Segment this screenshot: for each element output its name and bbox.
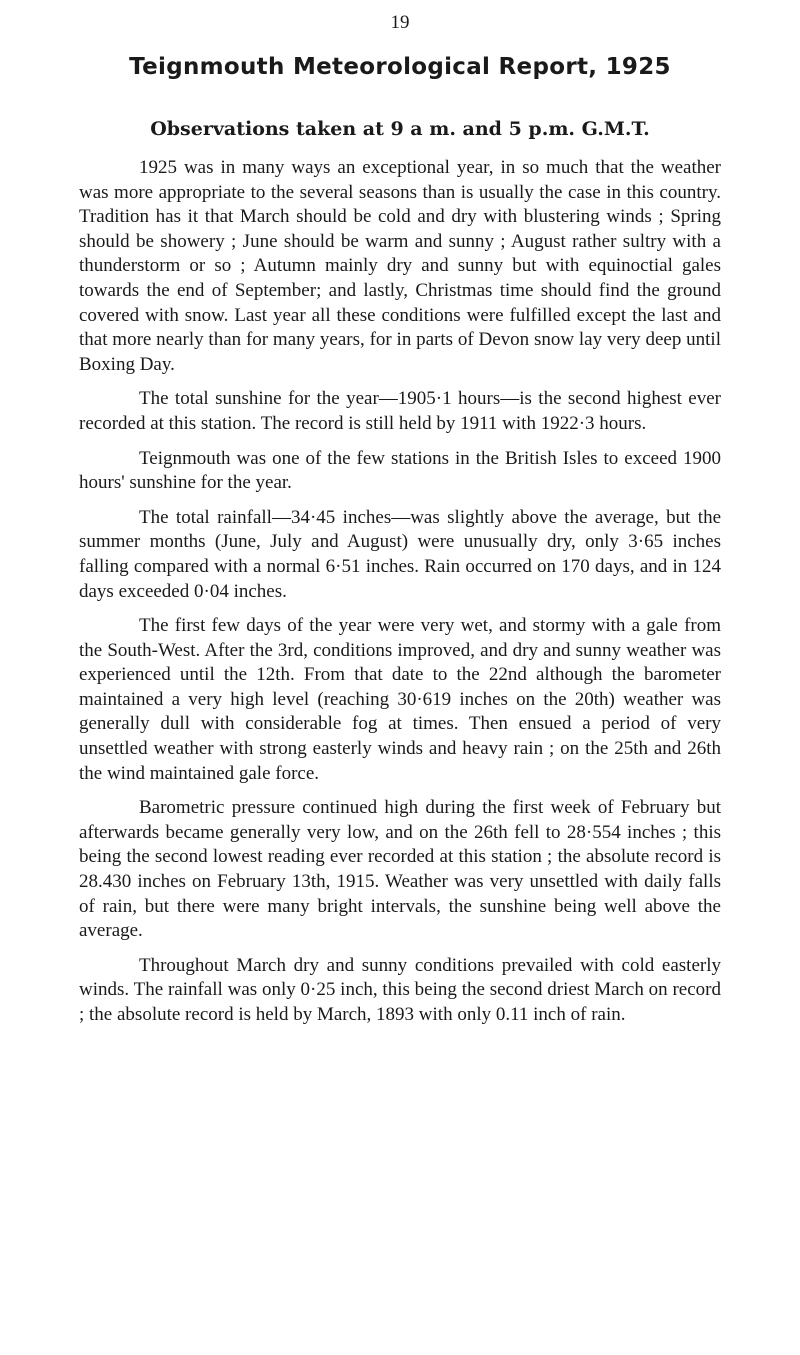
paragraph: Throughout March dry and sunny conditions prevailed with cold easterly winds. The rainfall was only 0·25 inch, this being the second driest March on record ; the absolute record is held by March, 1893 with only 0.11 inch of rain. [79,954,721,1025]
report-body [79,156,721,1038]
paragraph: The total rainfall—34·45 inches—was slightly above the average, but the summer months (June, July and August) were unusually dry, only 3·65 inches falling compared with a normal 6·51 inches. Rain occurred on 170 days, and in 124 days exceeded 0·04 inches. [79,506,721,602]
paragraph: 1925 was in many ways an exceptional year, in so much that the weather was more appropriate to the several seasons than is usually the case in this country. Tradition has it that March should be cold and dry with blustering winds ; Spring should be showery ; June should be warm and sunny ; August rather sultry with a thunderstorm or so ; Autumn mainly dry and sunny but with equinoctial gales towards the end of September; and lastly, Christmas time should find the ground covered with snow. Last year all these conditions were fulfilled except the last and that more nearly than for many years, for in parts of Devon snow lay very deep until Boxing Day. [79,157,721,375]
paragraph: The first few days of the year were very wet, and stormy with a gale from the South-West. After the 3rd, conditions improved, and dry and sunny weather was experienced until the 12th. From that date to the 22nd although the barometer maintained a very high level (reaching 30·619 inches on the 20th) weather was generally dull with considerable fog at times. Then ensued a period of very unsettled weather with strong easterly winds and heavy rain ; on the 25th and 26th the wind maintained gale force. [79,615,721,784]
report-subtitle: Observations taken at 9 a m. and 5 p.m. G.M.T. [150,118,650,140]
report-title: Teignmouth Meteorological Report, 1925 [129,54,671,80]
paragraph: The total sunshine for the year—1905·1 hours—is the second highest ever recorded at this station. The record is still held by 1911 with 1922·3 hours. [79,388,721,434]
page-number: 19 [390,12,410,33]
paragraph: Barometric pressure continued high during the first week of February but afterwards became generally very low, and on the 26th fell to 28·554 inches ; this being the second lowest reading ever recorded at this station ; the absolute record is 28.430 inches on February 13th, 1915. Weather was very unsettled with daily falls of rain, but there were many bright intervals, the sunshine being well above the average. [79,797,721,942]
paragraph: Teignmouth was one of the few stations in the British Isles to exceed 1900 hours' sunshine for the year. [79,447,721,494]
